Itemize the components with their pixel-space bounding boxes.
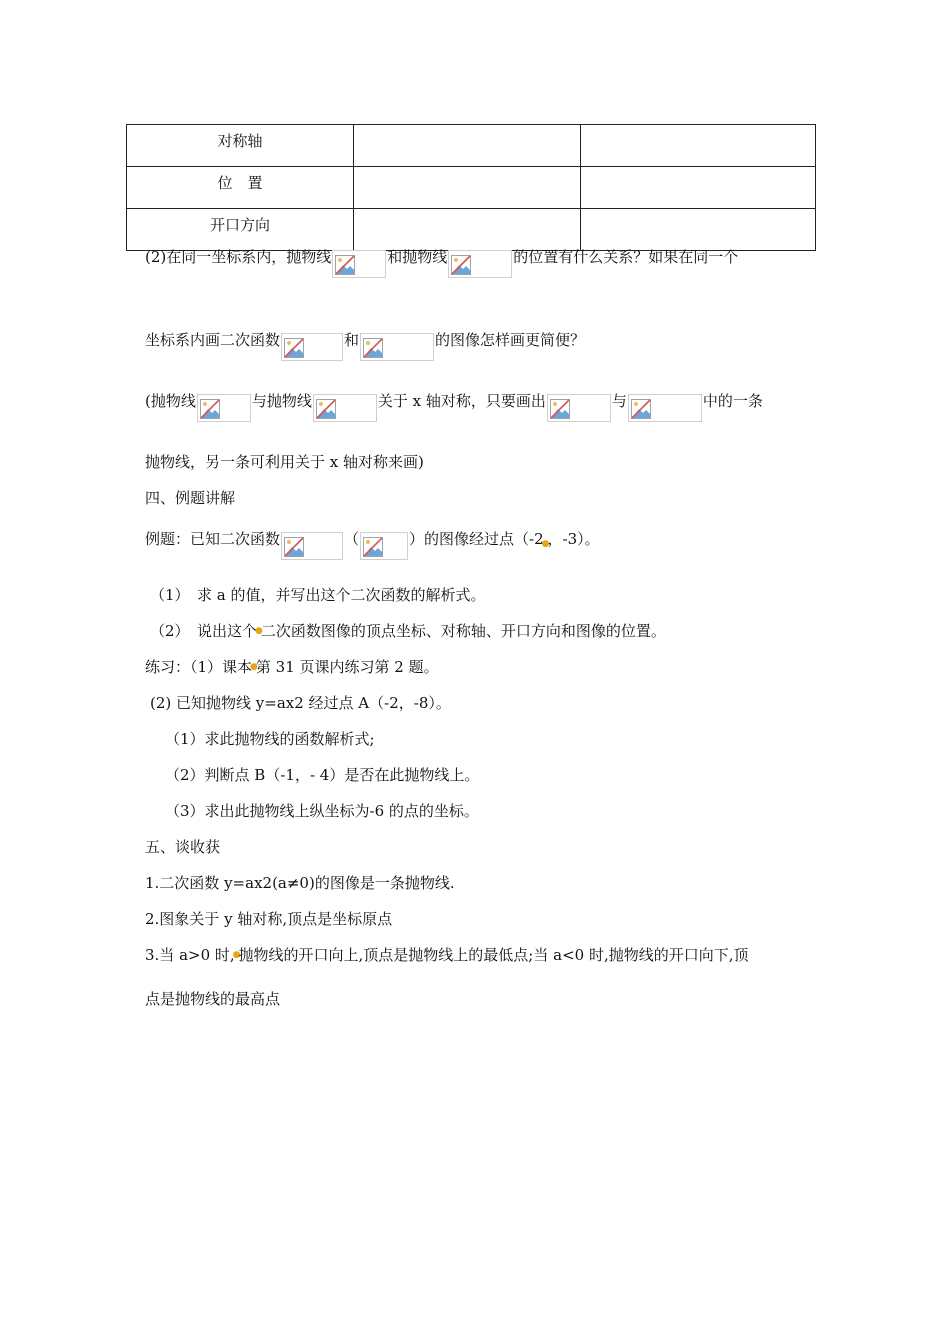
broken-image-icon <box>281 532 343 560</box>
broken-image-icon <box>360 333 434 361</box>
table-row <box>127 125 816 167</box>
example-sub-1: （1） 求 a 的值，并写出这个二次函数的解析式。 <box>150 586 486 604</box>
summary-item-2: 2.图象关于 y 轴对称,顶点是坐标原点 <box>145 910 393 928</box>
broken-image-icon <box>197 394 251 422</box>
example-sub-2: （2） 说出这个●二次函数图像的顶点坐标、对称轴、开口方向和图像的位置。 <box>150 622 666 640</box>
summary-item-3-cont: 点是抛物线的最高点 <box>145 990 281 1008</box>
table-cell-label: 位 置 <box>127 167 354 209</box>
table-cell-label: 开口方向 <box>127 209 354 251</box>
marker-dot-icon: ● <box>232 950 241 960</box>
section-5-title: 五、谈收获 <box>145 838 221 856</box>
broken-image-icon <box>628 394 702 422</box>
properties-table <box>126 124 816 251</box>
section-4-title: 四、例题讲解 <box>145 489 236 507</box>
marker-dot-icon: ● <box>541 539 550 549</box>
summary-item-1: 1.二次函数 y=ax2(a≠0)的图像是一条抛物线. <box>145 874 455 892</box>
question-2-line-2: 坐标系内画二次函数 和 的图像怎样画更简便？ <box>145 327 585 355</box>
table-cell <box>354 167 581 209</box>
table-cell-label: 对称轴 <box>127 125 354 167</box>
practice-2-1: （1）求此抛物线的函数解析式; <box>165 730 375 748</box>
question-2-line-4: 抛物线，另一条可利用关于 x 轴对称来画) <box>145 453 424 471</box>
broken-image-icon <box>360 532 408 560</box>
practice-2-3: （3）求出此抛物线上纵坐标为-6 的点的坐标。 <box>165 802 479 820</box>
broken-image-icon <box>281 333 343 361</box>
marker-dot-icon: ● <box>255 626 263 636</box>
table-row <box>127 167 816 209</box>
marker-dot-icon: ● <box>250 662 258 672</box>
table-cell <box>581 167 816 209</box>
practice-2: (2) 已知抛物线 y=ax2 经过点 A（-2，-8）。 <box>150 694 451 712</box>
question-2-line-1: (2)在同一坐标系内，抛物线 和抛物线 的位置有什么关系？如果在同一个 <box>145 244 738 272</box>
table-cell <box>354 125 581 167</box>
broken-image-icon <box>332 250 386 278</box>
practice-line: 练习：（1）课本●第 31 页课内练习第 2 题。 <box>145 658 439 676</box>
question-2-line-3: (抛物线 与抛物线 关于 x 轴对称，只要画出 与 中的一条 <box>145 388 763 416</box>
summary-item-3: 3.当 a>0 时,●抛物线的开口向上,顶点是抛物线上的最低点;当 a<0 时,抛物线的开口向下,顶 <box>145 946 749 964</box>
practice-2-2: （2）判断点 B（-1，- 4）是否在此抛物线上。 <box>165 766 480 784</box>
broken-image-icon <box>448 250 512 278</box>
broken-image-icon <box>547 394 611 422</box>
broken-image-icon <box>313 394 377 422</box>
example-line: 例题：已知二次函数 （ ）的图像经过点（-2●，-3）。 <box>145 526 600 554</box>
table-cell <box>581 125 816 167</box>
